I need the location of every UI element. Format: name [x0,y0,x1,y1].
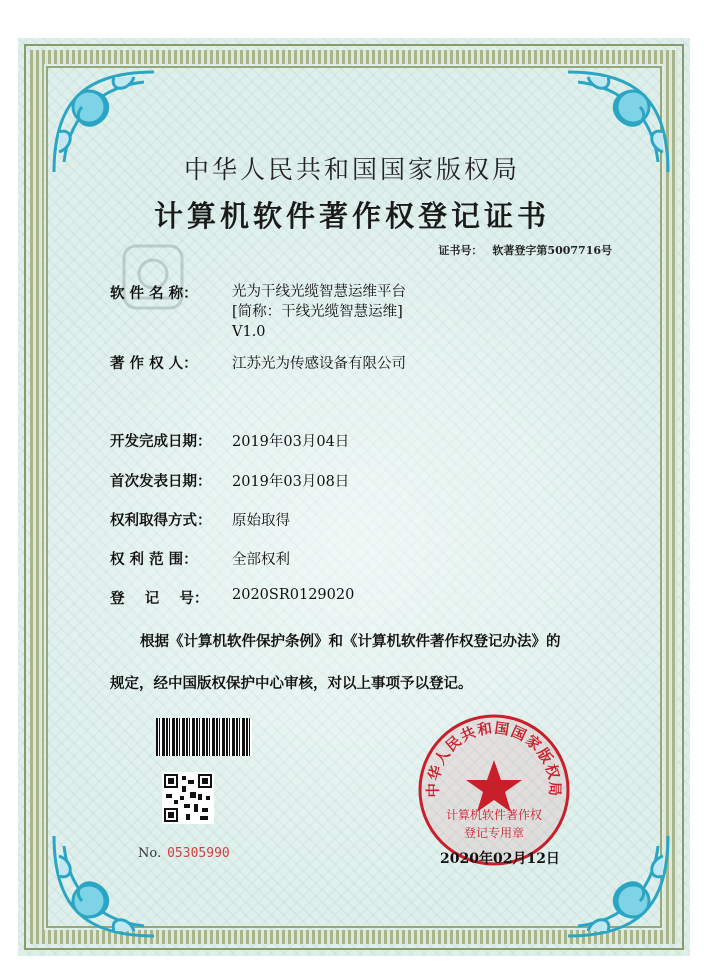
owner-value: 江苏光为传感设备有限公司 [232,356,406,372]
corner-ornament-bottom-right [558,826,678,946]
certificate-number [438,242,612,258]
statement-paragraph-1: 根据《计算机软件保护条例》和《计算机软件著作权登记办法》的 [140,633,561,650]
software-name-line-2: [简称：干线光缆智慧运维] [232,304,403,320]
corner-ornament-bottom-left [44,826,164,946]
field-scope [110,548,290,569]
seal-text-line-1: 计算机软件著作权 [445,808,542,822]
field-dev-date [110,430,349,451]
acquire-value: 原始取得 [232,513,290,529]
serial-number-value: 05305990 [167,846,230,861]
software-name-line-3: V1.0 [232,324,266,340]
software-name-line-1: 光为干线光缆智慧运维平台 [232,284,406,300]
field-acquire [110,509,290,530]
software-name-value [232,282,406,342]
scope-value: 全部权利 [232,552,290,568]
serial-number-label: No. [138,846,162,861]
dev-date-value: 2019年03月04日 [232,434,350,450]
owner-label: 著 作 权 人： [110,355,198,372]
statement-paragraph-2: 规定，经中国版权保护中心审核，对以上事项予以登记。 [110,675,473,692]
seal-text-line-2: 登记专用章 [463,826,524,840]
reg-no-value: 2020SR0129020 [232,587,355,603]
dev-date-label: 开发完成日期： [110,433,212,450]
serial-number [138,846,230,861]
pub-date-value: 2019年03月08日 [232,474,350,490]
reg-no-label: 登 记 号： [110,590,209,607]
field-software-name [110,282,406,342]
pub-date-label: 首次发表日期： [110,473,212,490]
software-name-label: 软 件 名 称： [110,285,198,302]
scope-label: 权 利 范 围： [110,551,198,568]
certificate-number-value: 软著登字第5007716号 [492,244,612,257]
field-reg-no [110,587,354,608]
certificate-title: 计算机软件著作权登记证书 [153,199,550,233]
acquire-label: 权利取得方式： [110,512,212,529]
official-seal-icon [416,712,572,868]
barcode-icon [156,718,252,756]
issuing-authority: 中华人民共和国国家版权局 [183,155,520,184]
field-owner [110,352,406,373]
qr-code-icon [162,772,214,824]
certificate-number-label: 证书号： [438,244,483,257]
issue-date: 2020年02月12日 [440,851,560,867]
seal-ring-text: 中华人民共和国国家版权局 [424,719,564,798]
field-pub-date [110,470,349,491]
